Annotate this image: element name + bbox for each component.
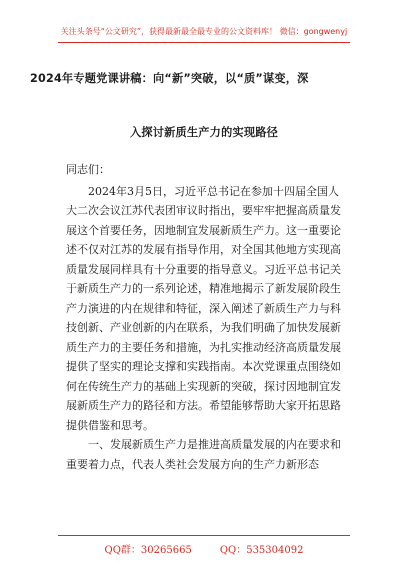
salutation: 同志们：	[66, 163, 110, 176]
document-title-line-2: 入探讨新质生产力的实现路径	[129, 126, 279, 139]
paragraph-1: 2024年3月5日，习近平总书记在参加十四届全国人大二次会议江苏代表团审议时指出，要牢牢把握高质量发展这个首要任务，因地制宜发展新质生产力。这一重要论述不仅对江苏的发展有指导作用，对全国其他地方实现高质量发展同样具有十分重要的指导意义。习近平总书记关于新质生产力的一系列论述，精准地揭示了新发展阶段生产力演进的内在规律和特征，深入阐述了新质生产力与科技创新、产业创新的内在联系，为我们明确了加快发展新质生产力的主要任务和措施，为扎实推动经济高质量发展提供了坚实的理论支撑和实践指南。本次党课重点围绕如何在传统生产力的基础上实现新的突破，探讨因地制宜发展新质生产力的路径和方法。希望能够帮助大家开拓思路提供借鉴和思考。	[66, 184, 341, 432]
header-divider	[58, 42, 350, 43]
header-banner: 关注头条号“公文研究”，获得最新最全最专业的公文资料库！ 微信：gongwenyj	[60, 27, 348, 36]
footer-qq: QQ：535304092	[219, 545, 304, 556]
footer-contact	[0, 541, 408, 556]
document-title-line-1: 2024年专题党课讲稿：向“新”突破，以“质”谋变，深	[30, 72, 309, 85]
footer-qq-group: QQ群：30265665	[104, 545, 192, 556]
document-body	[66, 160, 348, 474]
paragraph-2: 一、发展新质生产力是推进高质量发展的内在要求和重要着力点，代表人类社会发展方向的生产力新形态	[66, 438, 341, 471]
footer-divider	[58, 535, 350, 536]
